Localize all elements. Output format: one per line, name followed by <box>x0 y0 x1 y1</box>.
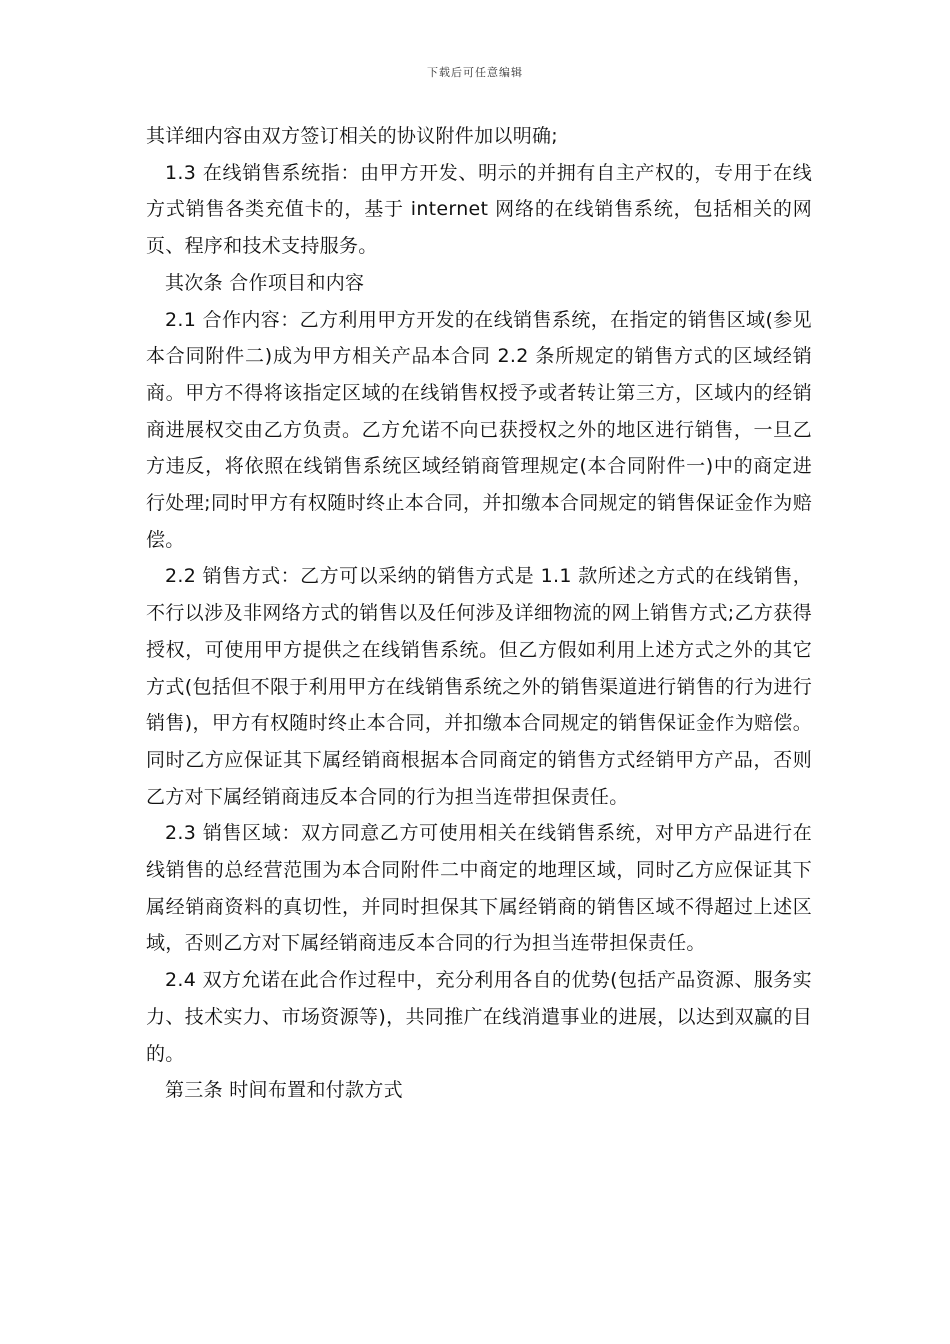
section-heading-3: 第三条 时间布置和付款方式 <box>165 1079 403 1102</box>
clause-1-3: 1.3 在线销售系统指：由甲方开发、明示的并拥有自主产权的，专用于在线方式销售各类充值卡的，基于 internet 网络的在线销售系统，包括相关的网页、程序和技术支持服务。 <box>146 161 812 258</box>
clause-2-3: 2.3 销售区域：双方同意乙方可使用相关在线销售系统，对甲方产品进行在线销售的总经营范围为本合同附件二中商定的地理区域，同时乙方应保证其下属经销商资料的真切性，并同时担保其下属经销商的销售区域不得超过上述区域，否则乙方对下属经销商违反本合同的行为担当连带担保责任。 <box>146 822 812 955</box>
document-body <box>146 118 812 1109</box>
clause-2-1: 2.1 合作内容：乙方利用甲方开发的在线销售系统，在指定的销售区域(参见本合同附件二)成为甲方相关产品本合同 2.2 条所规定的销售方式的区域经销商。甲方不得将该指定区域的在线销售权授予或者转让第三方，区域内的经销商进展权交由乙方负责。乙方允诺不向已获授权之外的地区进行销售，一旦乙方违反，将依照在线销售系统区域经销商管理规定(本合同附件一)中的商定进行处理;同时甲方有权随时终止本合同，并扣缴本合同规定的销售保证金作为赔偿。 <box>146 308 812 551</box>
section-heading-2: 其次条 合作项目和内容 <box>165 271 365 294</box>
page-header: 下载后可任意编辑 <box>427 66 523 79</box>
clause-2-4: 2.4 双方允诺在此合作过程中，充分利用各自的优势(包括产品资源、服务实力、技术实力、市场资源等)，共同推广在线消遣事业的进展，以达到双赢的目的。 <box>146 969 812 1065</box>
clause-2-2: 2.2 销售方式：乙方可以采纳的销售方式是 1.1 款所述之方式的在线销售，不行以涉及非网络方式的销售以及任何涉及详细物流的网上销售方式;乙方获得授权，可使用甲方提供之在线销售系统。但乙方假如利用上述方式之外的其它方式(包括但不限于利用甲方在线销售系统之外的销售渠道进行销售的行为进行销售)，甲方有权随时终止本合同，并扣缴本合同规定的销售保证金作为赔偿。同时乙方应保证其下属经销商根据本合同商定的销售方式经销甲方产品，否则乙方对下属经销商违反本合同的行为担当连带担保责任。 <box>146 565 812 808</box>
paragraph-continuation: 其详细内容由双方签订相关的协议附件加以明确; <box>146 125 559 147</box>
